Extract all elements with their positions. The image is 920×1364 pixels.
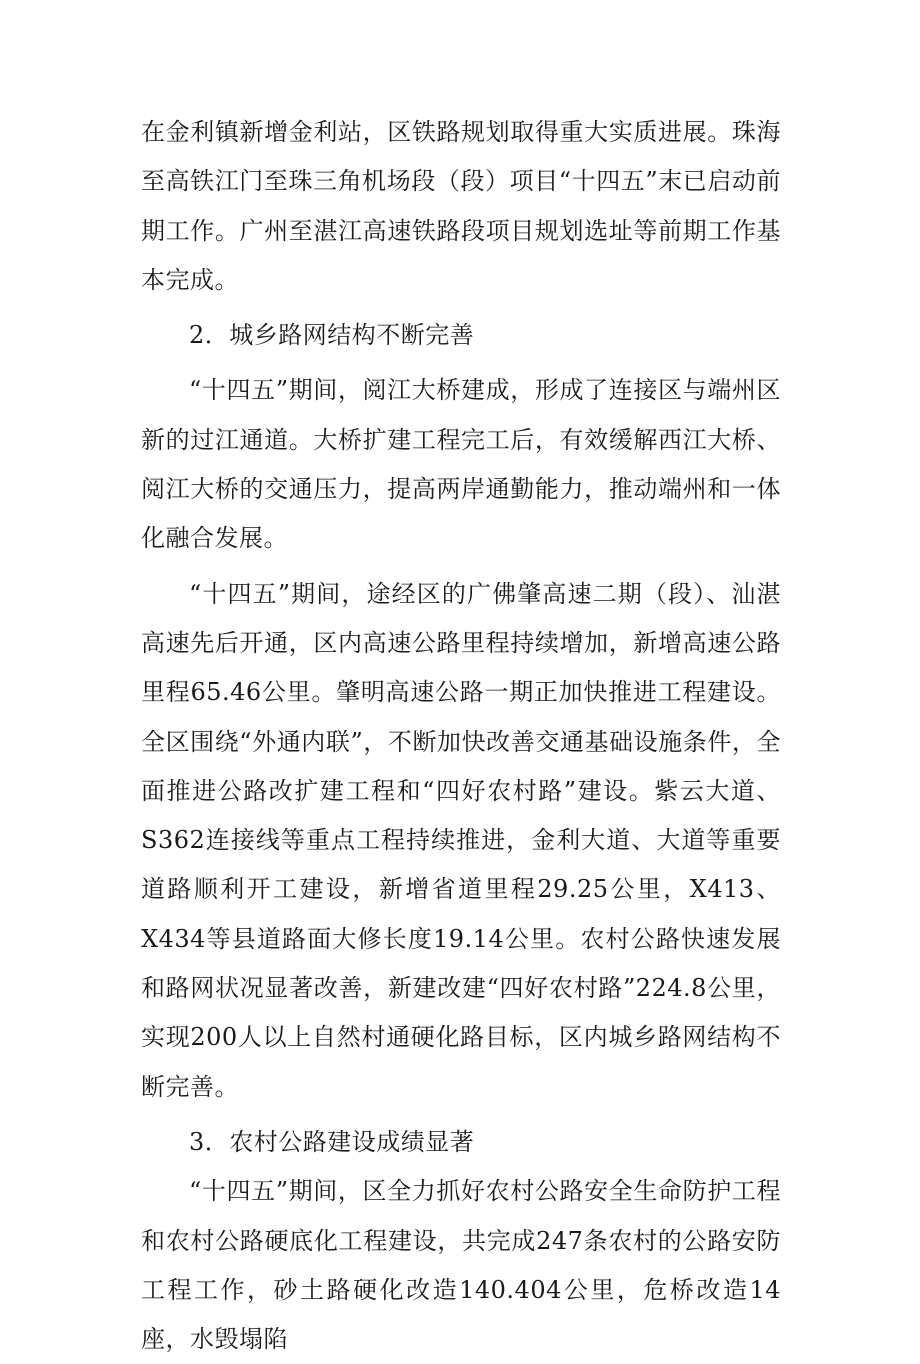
document-body [141,108,781,1364]
paragraph-yuejiang-bridge: “十四五”期间，阅江大桥建成，形成了连接区与端州区新的过江通道。大桥扩建工程完工后，有效缓解西江大桥、阅江大桥的交通压力，提高两岸通勤能力，推动端州和一体化融合发展。 [141,376,781,553]
paragraph-rural-roads: “十四五”期间，区全力抓好农村公路安全生命防护工程和农村公路硬底化工程建设，共完成247条农村的公路安防工程工作，砂土路硬化改造140.404公里，危桥改造14座，水毁塌陷 [141,1177,781,1354]
section-heading-2: 2．城乡路网结构不断完善 [189,321,475,350]
paragraph-highway: “十四五”期间，途经区的广佛肇高速二期（段）、汕湛高速先后开通，区内高速公路里程持续增加，新增高速公路里程65.46公里。肇明高速公路一期正加快推进工程建设。全区围绕“外通内联”，不断加快改善交通基础设施条件，全面推进公路改扩建工程和“四好农村路”建设。紫云大道、S362连接线等重点工程持续推进，金利大道、大道等重要道路顺利开工建设，新增省道里程29.25公里，X413、X434等县道路面大修长度19.14公里。农村公路快速发展和路网状况显著改善，新建改建“四好农村路”224.8公里，实现200人以上自然村通硬化路目标，区内城乡路网结构不断完善。 [141,579,781,1101]
section-heading-3: 3．农村公路建设成绩显著 [189,1127,475,1156]
paragraph-continued: 在金利镇新增金利站，区铁路规划取得重大实质进展。珠海至高铁江门至珠三角机场段（段）项目“十四五”末已启动前期工作。广州至湛江高速铁路段项目规划选址等前期工作基本完成。 [141,118,781,294]
